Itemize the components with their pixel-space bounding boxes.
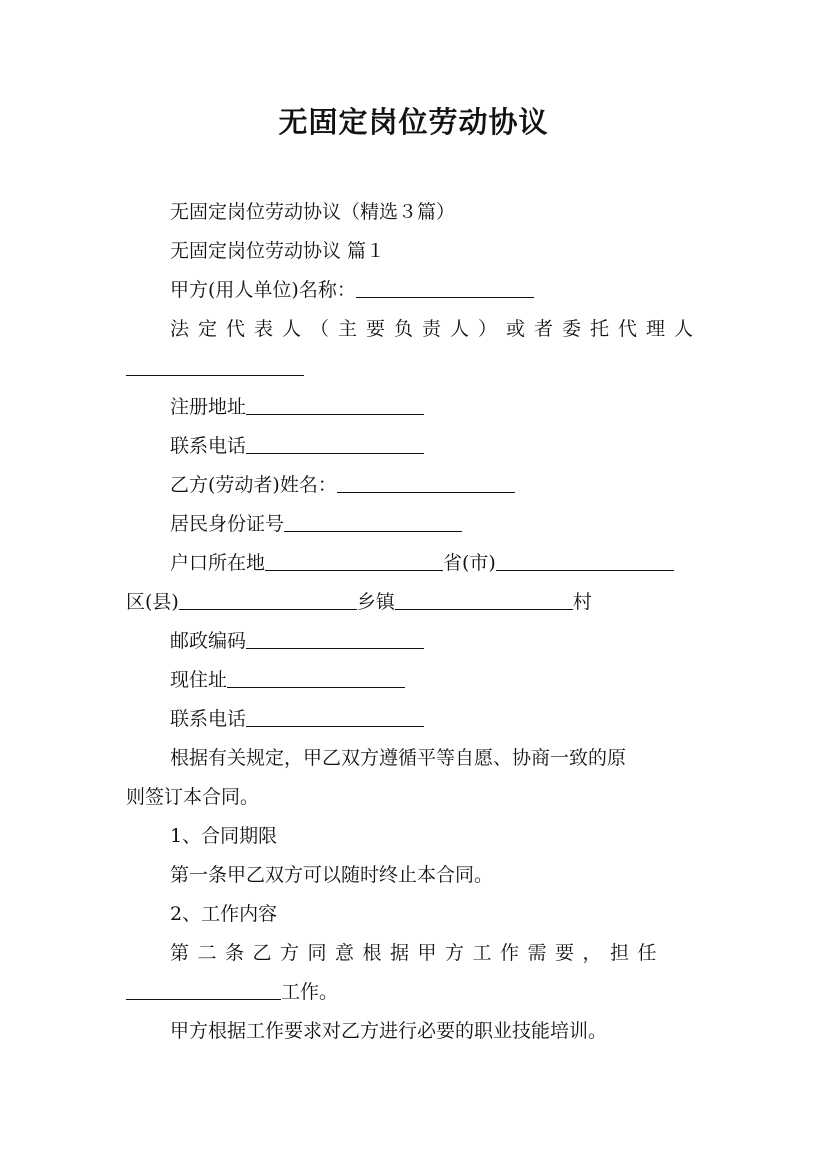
postcode-label: 邮政编码 bbox=[170, 630, 247, 652]
id-number-blank bbox=[284, 511, 462, 532]
legal-rep-line bbox=[126, 353, 706, 383]
province-label: 省(市) bbox=[443, 552, 496, 574]
id-number-line bbox=[170, 509, 750, 539]
postcode-blank bbox=[246, 628, 424, 649]
heading-term: 1、合同期限 bbox=[170, 825, 278, 847]
document-title: 无固定岗位劳动协议 bbox=[278, 105, 549, 139]
principle-line-2: 则签订本合同。 bbox=[126, 786, 260, 808]
hukou-blank bbox=[265, 550, 443, 571]
article-2-line-2 bbox=[126, 977, 706, 1007]
phone-a-line bbox=[170, 431, 750, 461]
party-a-blank bbox=[356, 277, 534, 298]
phone-a-blank bbox=[246, 433, 424, 454]
party-a-line bbox=[170, 275, 750, 305]
party-b-label: 乙方(劳动者)姓名： bbox=[170, 474, 337, 496]
province-blank bbox=[496, 550, 674, 571]
phone-b-label: 联系电话 bbox=[170, 708, 247, 730]
reg-address-blank bbox=[246, 394, 424, 415]
training-text: 甲方根据工作要求对乙方进行必要的职业技能培训。 bbox=[170, 1020, 608, 1042]
subtitle: 无固定岗位劳动协议（精选３篇） bbox=[170, 201, 456, 223]
principle-line-1: 根据有关规定，甲乙双方遵循平等自愿、协商一致的原 bbox=[170, 747, 627, 769]
position-blank bbox=[126, 979, 281, 1000]
address-line bbox=[170, 665, 750, 695]
postcode-line bbox=[170, 626, 750, 656]
phone-a-label: 联系电话 bbox=[170, 435, 247, 457]
township-blank bbox=[395, 589, 573, 610]
section-heading: 无固定岗位劳动协议 篇１ bbox=[170, 240, 386, 262]
village-label: 村 bbox=[572, 591, 592, 613]
legal-rep-label: 法定代表人（主要负责人）或者委托代理人 bbox=[170, 318, 703, 340]
party-b-blank bbox=[337, 472, 515, 493]
article-2-line-1: 第二条乙方同意根据甲方工作需要，担任 bbox=[170, 942, 666, 964]
party-a-label: 甲方(用人单位)名称： bbox=[170, 279, 356, 301]
party-b-line bbox=[170, 470, 750, 500]
heading-work: 2、工作内容 bbox=[170, 903, 278, 925]
hukou-line bbox=[170, 548, 710, 578]
address-blank bbox=[227, 667, 405, 688]
article-1: 第一条甲乙双方可以随时终止本合同。 bbox=[170, 864, 494, 886]
phone-b-blank bbox=[246, 706, 424, 727]
reg-address-line bbox=[170, 392, 750, 422]
article-2-tail: 工作。 bbox=[281, 981, 339, 1003]
district-line bbox=[126, 587, 706, 617]
township-label: 乡镇 bbox=[356, 591, 395, 613]
legal-rep-blank bbox=[126, 355, 304, 376]
address-label: 现住址 bbox=[170, 669, 228, 691]
reg-address-label: 注册地址 bbox=[170, 396, 247, 418]
id-number-label: 居民身份证号 bbox=[170, 513, 285, 535]
hukou-label: 户口所在地 bbox=[170, 552, 266, 574]
district-blank bbox=[179, 589, 357, 610]
district-label: 区(县) bbox=[126, 591, 179, 613]
phone-b-line bbox=[170, 704, 750, 734]
